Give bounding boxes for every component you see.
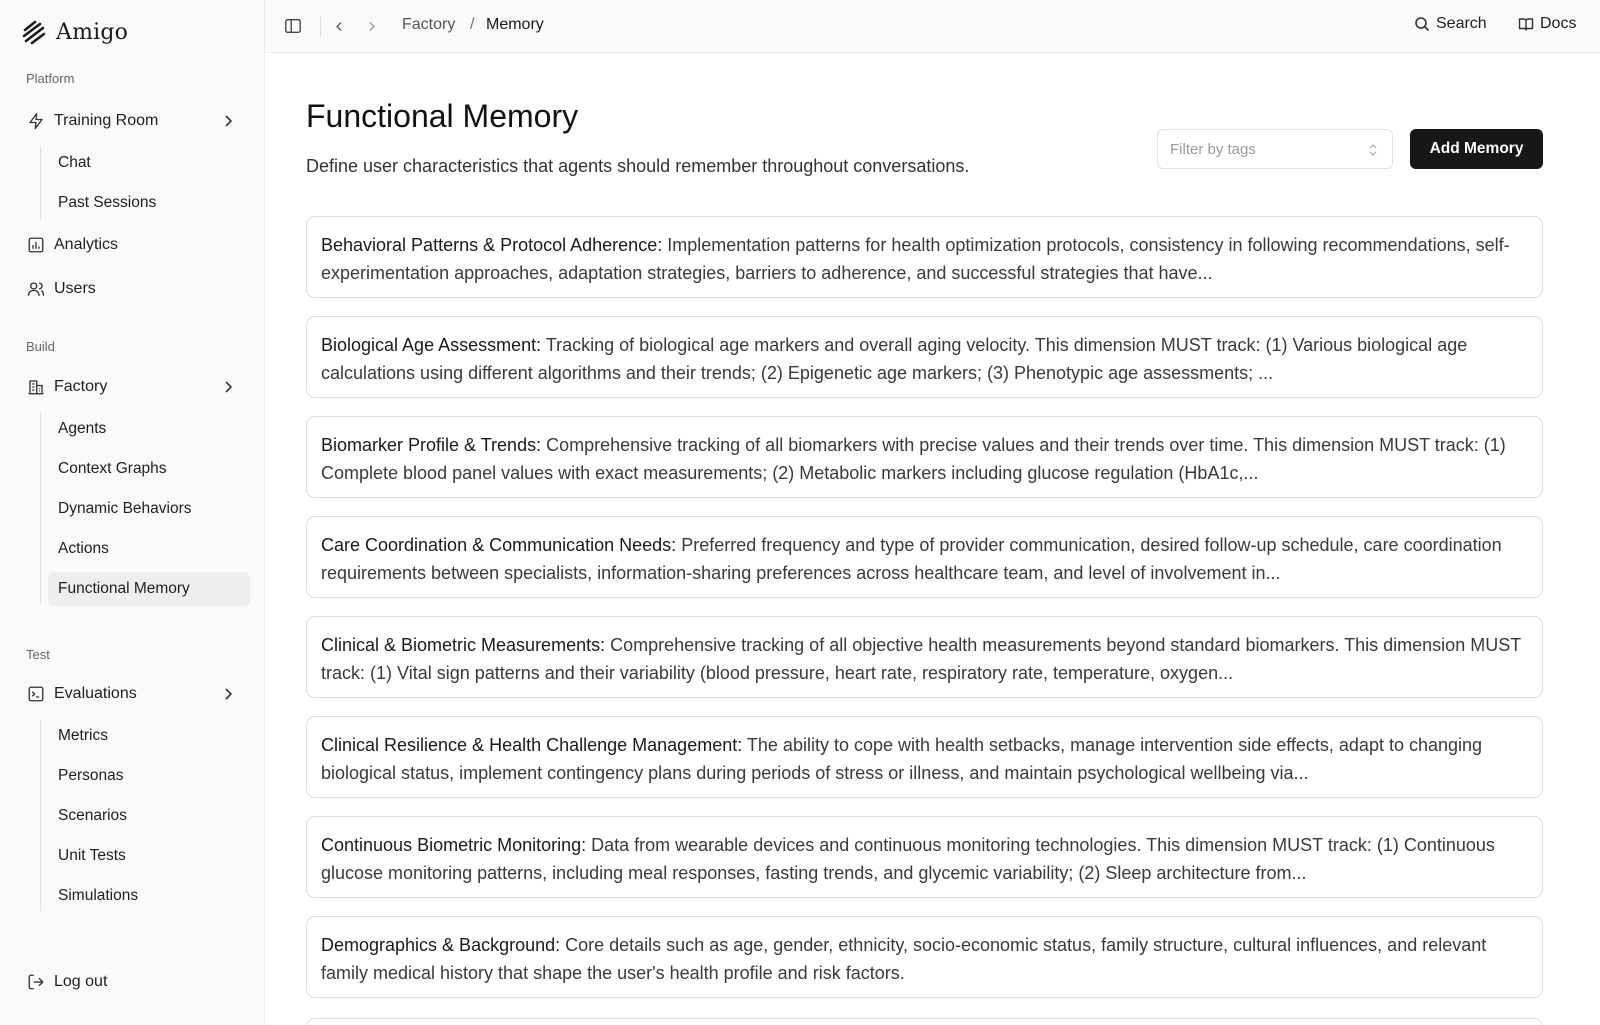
back-button[interactable] — [329, 16, 349, 36]
chevron-right-icon — [220, 686, 236, 702]
chevron-right-icon — [220, 379, 236, 395]
sidebar-item-analytics[interactable] — [16, 228, 250, 262]
zap-icon — [26, 111, 46, 131]
search-icon — [1414, 16, 1430, 32]
app-logo[interactable] — [20, 18, 128, 46]
memory-card-title: Demographics & Background: — [321, 935, 561, 955]
sidebar-item-factory[interactable] — [16, 370, 250, 404]
page-description: Define user characteristics that agents should remember throughout conversations. — [306, 156, 970, 176]
memory-card-description: Preferred frequency and type of provider communication, desired follow-up schedule, care coordination requirements between specialists, information-sharing preferences across healthcare team, and level of involvement in... — [321, 535, 1502, 583]
memory-card-text — [321, 331, 1528, 387]
bar-chart-icon — [26, 235, 46, 255]
docs-label: Docs — [1540, 15, 1577, 32]
sidebar-item-training-room[interactable] — [16, 104, 250, 138]
page-title: Functional Memory — [306, 98, 579, 134]
sidebar-item-past-sessions[interactable]: Past Sessions — [58, 194, 157, 211]
memory-card-text — [321, 731, 1528, 787]
terminal-icon — [26, 684, 46, 704]
sidebar-item-scenarios[interactable]: Scenarios — [58, 807, 127, 824]
memory-card-description: The ability to cope with health setbacks, manage intervention side effects, adapt to changing biological status, implement contingency plans during periods of stress or illness, and maintain psychological wellbeing via... — [321, 735, 1483, 783]
forward-button[interactable] — [361, 16, 381, 36]
memory-card-text — [321, 431, 1528, 487]
sidebar-item-label: Factory — [54, 378, 108, 395]
sidebar-item-personas[interactable]: Personas — [58, 767, 124, 784]
sidebar-item-unit-tests[interactable]: Unit Tests — [58, 847, 126, 864]
memory-card-text — [321, 831, 1528, 887]
memory-card-title: Clinical Resilience & Health Challenge Management: — [321, 735, 743, 755]
search-label: Search — [1436, 15, 1487, 32]
memory-card-description: Data from wearable devices and continuous monitoring technologies. This dimension MUST track: (1) Continuous glucose monitoring patterns, including meal responses, fasting trends, and glycemic variability; (2) Sleep architecture from... — [321, 835, 1495, 883]
memory-card-text — [321, 631, 1528, 687]
sidebar — [0, 0, 265, 1025]
sidebar-item-label: Users — [54, 280, 96, 297]
book-open-icon — [1518, 16, 1534, 32]
sidebar-item-actions[interactable]: Actions — [58, 540, 109, 557]
sidebar-item-functional-memory[interactable]: Functional Memory — [48, 572, 250, 606]
chevron-left-icon — [333, 20, 346, 33]
memory-card-description: Implementation patterns for health optimization protocols, consistency in following recommendations, self-experimentation approaches, adaptation strategies, barriers to adherence, and successful strategies that have... — [321, 235, 1510, 283]
sidebar-item-agents[interactable]: Agents — [58, 420, 107, 437]
sub-rail — [40, 146, 41, 220]
sidebar-item-chat[interactable]: Chat — [58, 154, 91, 171]
breadcrumb-memory: Memory — [486, 16, 544, 33]
logout-button[interactable] — [16, 965, 250, 999]
memory-card[interactable] — [306, 816, 1543, 898]
sidebar-toggle-icon — [284, 17, 302, 35]
memory-card[interactable] — [306, 516, 1543, 598]
memory-card[interactable] — [306, 316, 1543, 398]
memory-card[interactable] — [306, 416, 1543, 498]
topbar — [265, 0, 1600, 53]
chevron-right-icon — [220, 113, 236, 129]
memory-card-description: Comprehensive tracking of all biomarkers with precise values and their trends over time. This dimension MUST track: (1) Complete blood panel values with exact measurements; (2) Metabolic markers including glucose regulation (HbA1c,... — [321, 435, 1506, 483]
memory-card-title: Care Coordination & Communication Needs: — [321, 535, 677, 555]
memory-card-text — [321, 531, 1528, 587]
building-icon — [26, 377, 46, 397]
add-memory-button[interactable]: Add Memory — [1410, 129, 1543, 169]
memory-card-text — [321, 231, 1528, 287]
memory-card-description: Tracking of biological age markers and overall aging velocity. This dimension MUST track: (1) Various biological age calculations using different algorithms and their trends; (2) Epigenetic age markers; (3) Phenotypic age assessments; ... — [321, 335, 1468, 383]
sidebar-item-simulations[interactable]: Simulations — [58, 887, 139, 904]
memory-card[interactable] — [306, 216, 1543, 298]
memory-card[interactable] — [306, 916, 1543, 998]
search-button[interactable] — [1414, 15, 1487, 33]
sidebar-item-evaluations[interactable] — [16, 677, 250, 711]
sidebar-item-label: Evaluations — [54, 685, 137, 702]
memory-card-title: Clinical & Biometric Measurements: — [321, 635, 606, 655]
filter-by-tags-select[interactable] — [1157, 129, 1393, 169]
sidebar-item-dynamic-behaviors[interactable]: Dynamic Behaviors — [58, 500, 192, 517]
toolbar-divider — [320, 17, 321, 37]
toggle-sidebar-button[interactable] — [283, 16, 303, 36]
sidebar-item-label: Training Room — [54, 112, 159, 129]
sidebar-item-users[interactable] — [16, 272, 250, 306]
sidebar-item-label: Analytics — [54, 236, 119, 253]
filter-placeholder: Filter by tags — [1170, 140, 1256, 158]
users-icon — [26, 279, 46, 299]
sub-rail — [40, 719, 41, 911]
app-name: Amigo — [56, 19, 129, 45]
section-label-build: Build — [26, 339, 55, 354]
memory-card-title: Continuous Biometric Monitoring: — [321, 835, 587, 855]
memory-card-description: Comprehensive tracking of all objective health measurements beyond standard biomarkers. This dimension MUST track: (1) Vital sign patterns and their variability (blood pressure, heart rate, respiratory rate, temperature, oxygen... — [321, 635, 1521, 683]
memory-card[interactable] — [306, 716, 1543, 798]
breadcrumb-separator: / — [470, 16, 475, 33]
section-label-test: Test — [26, 647, 50, 662]
memory-card[interactable] — [306, 1018, 1543, 1025]
section-label-platform: Platform — [26, 71, 75, 86]
memory-card-text — [321, 931, 1528, 987]
breadcrumb-factory[interactable]: Factory — [402, 16, 456, 33]
log-out-icon — [26, 972, 46, 992]
sub-rail — [40, 412, 41, 604]
chevron-right-icon — [365, 20, 378, 33]
memory-card-title: Behavioral Patterns & Protocol Adherence: — [321, 235, 663, 255]
memory-card[interactable] — [306, 616, 1543, 698]
memory-card-title: Biomarker Profile & Trends: — [321, 435, 542, 455]
logout-label: Log out — [54, 973, 108, 990]
sidebar-item-context-graphs[interactable]: Context Graphs — [58, 460, 167, 477]
amigo-logo-icon — [20, 18, 48, 46]
chevrons-up-down-icon — [1366, 142, 1380, 158]
memory-card-description: Core details such as age, gender, ethnicity, socio-economic status, family structure, cultural influences, and relevant family medical history that shape the user's health profile and risk factors. — [321, 935, 1487, 983]
sidebar-item-metrics[interactable]: Metrics — [58, 727, 108, 744]
docs-button[interactable] — [1518, 15, 1576, 33]
memory-card-title: Biological Age Assessment: — [321, 335, 542, 355]
